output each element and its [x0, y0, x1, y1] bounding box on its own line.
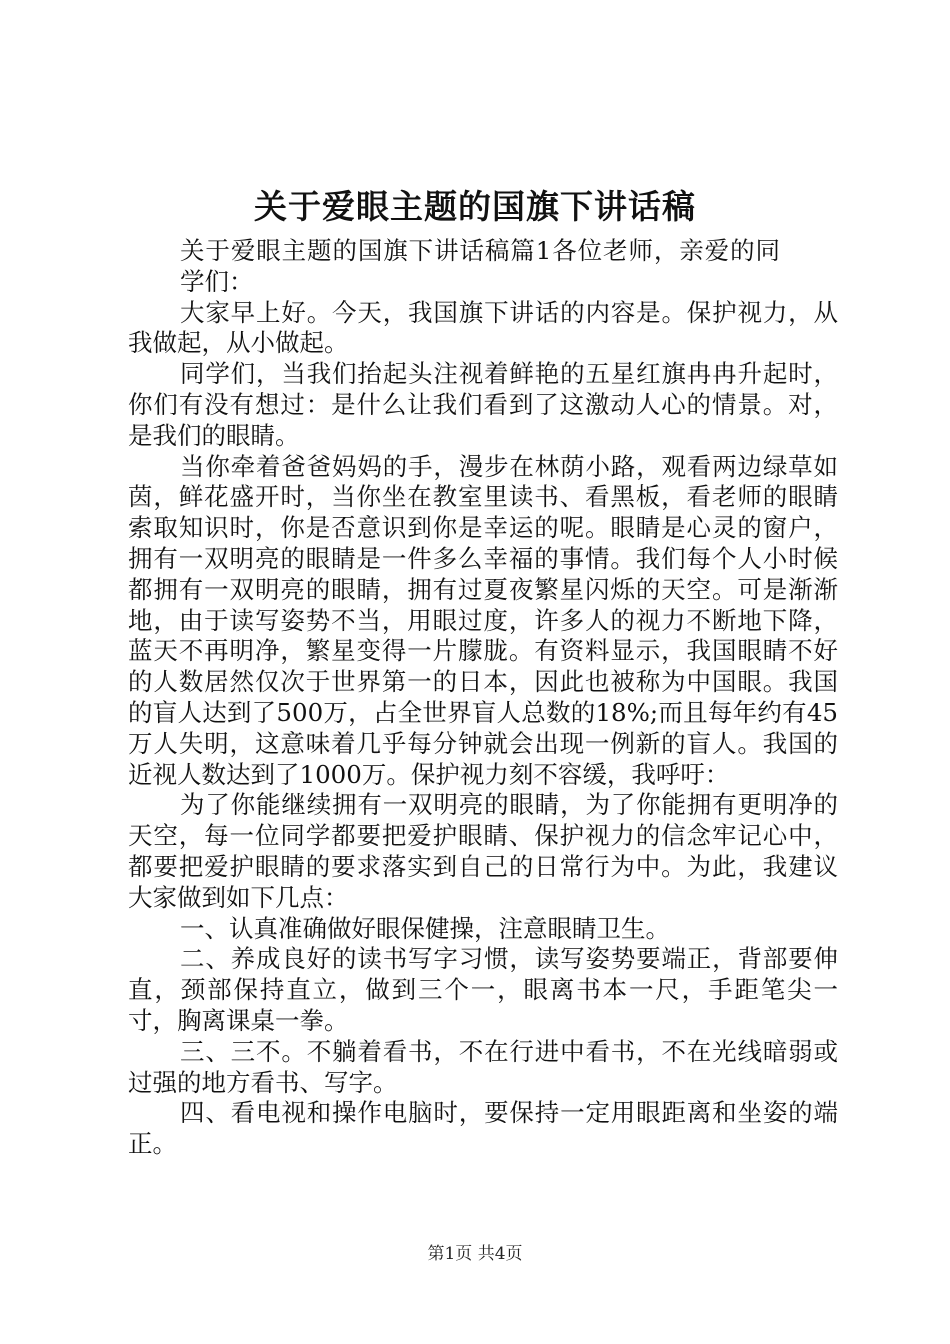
paragraph-point-3: 三、三不。不躺着看书，不在行进中看书，不在光线暗弱或过强的地方看书、写字。: [128, 1036, 838, 1097]
paragraph-statistics: 当你牵着爸爸妈妈的手，漫步在林荫小路，观看两边绿草如茵，鲜花盛开时，当你坐在教室里读书、看黑板，看老师的眼睛索取知识时，你是否意识到你是幸运的呢。眼睛是心灵的窗户，拥有一双明亮的眼睛是一件多么幸福的事情。我们每个人小时候都拥有一双明亮的眼睛，拥有过夏夜繁星闪烁的天空。可是渐渐地，由于读写姿势不当，用眼过度，许多人的视力不断地下降，蓝天不再明净，繁星变得一片朦胧。有资料显示，我国眼睛不好的人数居然仅次于世界第一的日本，因此也被称为中国眼。我国的盲人达到了500万，占全世界盲人总数的18%;而且每年约有45万人失明，这意味着几乎每分钟就会出现一例新的盲人。我国的近视人数达到了1000万。保护视力刻不容缓，我呼吁：: [128, 451, 838, 789]
paragraph-appeal: 为了你能继续拥有一双明亮的眼睛，为了你能拥有更明净的天空，每一位同学都要把爱护眼睛、保护视力的信念牢记心中，都要把爱护眼睛的要求落实到自己的日常行为中。为此，我建议大家做到如下几点：: [128, 790, 838, 912]
paragraph-point-4: 四、看电视和操作电脑时，要保持一定用眼距离和坐姿的端正。: [128, 1098, 838, 1159]
paragraph-point-1: 一、认真准确做好眼保健操，注意眼睛卫生。: [180, 913, 670, 943]
paragraph-eyes: 同学们，当我们抬起头注视着鲜艳的五星红旗冉冉升起时，你们有没有想过：是什么让我们看到了这激动人心的情景。对，是我们的眼睛。: [128, 359, 838, 450]
page-number-footer: 第1页 共4页: [427, 1244, 523, 1264]
document-body: [128, 236, 838, 1160]
paragraph-point-2: 二、养成良好的读书写字习惯，读写姿势要端正，背部要伸直，颈部保持直立，做到三个一，眼离书本一尺，手距笔尖一寸，胸离课桌一拳。: [128, 944, 838, 1035]
paragraph-intro: 关于爱眼主题的国旗下讲话稿篇1各位老师，亲爱的同学们：: [180, 236, 780, 296]
paragraph-greeting: 大家早上好。今天，我国旗下讲话的内容是。保护视力，从我做起，从小做起。: [128, 297, 838, 358]
document-title: 关于爱眼主题的国旗下讲话稿: [254, 187, 696, 226]
